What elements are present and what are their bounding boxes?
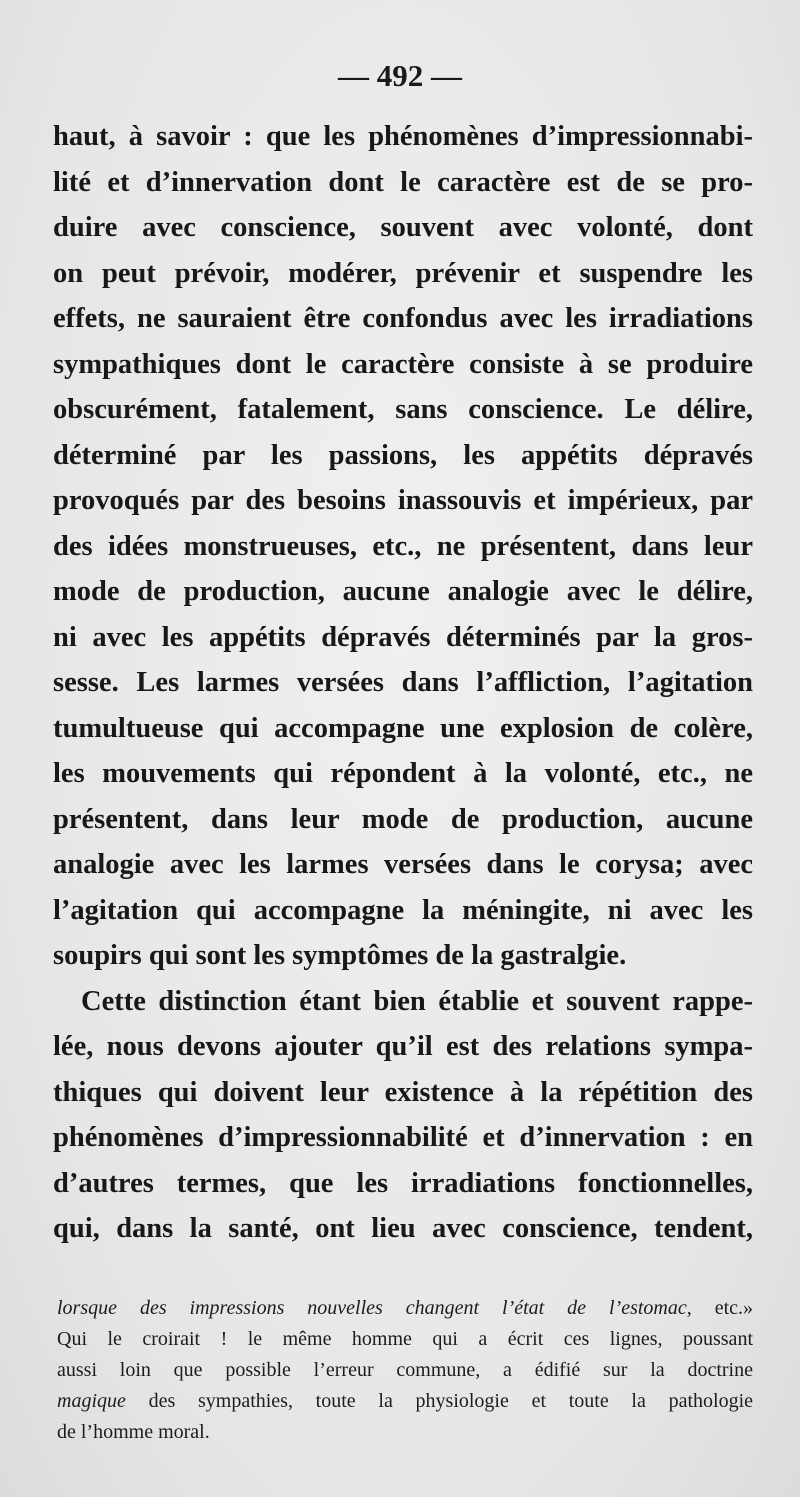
footnote-line: de l’homme moral. [57, 1421, 210, 1443]
text-line: duire avec conscience, souvent avec volonté, dont [53, 212, 753, 243]
text-line: effets, ne sauraient être confondus avec les irradiations [53, 303, 753, 334]
footnote-italic-text: magique [57, 1390, 126, 1412]
text-line: des idées monstrueuses, etc., ne présentent, dans leur [53, 530, 753, 562]
text-line: lée, nous devons ajouter qu’il est des relations sympa- [53, 1031, 753, 1062]
footnote-line: Qui le croirait ! le même homme qui a écrit ces lignes, poussant [57, 1328, 753, 1350]
text-line: sympathiques dont le caractère consiste à se produire [53, 348, 753, 380]
text-line: on peut prévoir, modérer, prévenir et suspendre les [53, 257, 753, 289]
footnote-text: etc.» [691, 1297, 753, 1319]
paragraph-start-line: Cette distinction étant bien établie et souvent rappe- [81, 985, 753, 1017]
text-line: mode de production, aucune analogie avec le délire, [53, 576, 753, 607]
text-line: lité et d’innervation dont le caractère est de se pro- [53, 166, 753, 198]
text-line: présentent, dans leur mode de production, aucune [53, 803, 753, 835]
footnote-line [57, 1386, 753, 1417]
footnote-italic-text: lorsque des impressions nouvelles changent l’état de l’estomac, [57, 1297, 692, 1319]
text-line: les mouvements qui répondent à la volonté, etc., ne [53, 758, 753, 789]
page-number: — 492 — [338, 58, 462, 93]
footnote-line: aussi loin que possible l’erreur commune, a édifié sur la doctrine [57, 1359, 753, 1381]
body-text [53, 114, 753, 1252]
text-line: sesse. Les larmes versées dans l’affliction, l’agitation [53, 667, 753, 698]
text-line: phénomènes d’impressionnabilité et d’innervation : en [53, 1122, 753, 1153]
footnote-text: des sympathies, toute la physiologie et toute la pathologie [125, 1390, 753, 1412]
footnote [57, 1293, 753, 1448]
text-line: obscurément, fatalement, sans conscience. Le délire, [53, 394, 753, 425]
text-line: l’agitation qui accompagne la méningite, ni avec les [53, 894, 753, 926]
footnote-line [57, 1293, 753, 1324]
text-line: thiques qui doivent leur existence à la répétition des [53, 1076, 753, 1108]
text-line: soupirs qui sont les symptômes de la gastralgie. [53, 940, 627, 971]
text-line: provoqués par des besoins inassouvis et impérieux, par [53, 485, 753, 516]
text-line: d’autres termes, que les irradiations fonctionnelles, [53, 1167, 753, 1199]
text-line: ni avec les appétits dépravés déterminés par la gros- [53, 621, 753, 653]
text-line: déterminé par les passions, les appétits dépravés [53, 439, 753, 471]
text-line: tumultueuse qui accompagne une explosion de colère, [53, 712, 753, 744]
text-line: haut, à savoir : que les phénomènes d’impressionnabi- [53, 121, 753, 152]
text-line: analogie avec les larmes versées dans le corysa; avec [53, 849, 753, 880]
text-line: qui, dans la santé, ont lieu avec conscience, tendent, [53, 1213, 753, 1244]
